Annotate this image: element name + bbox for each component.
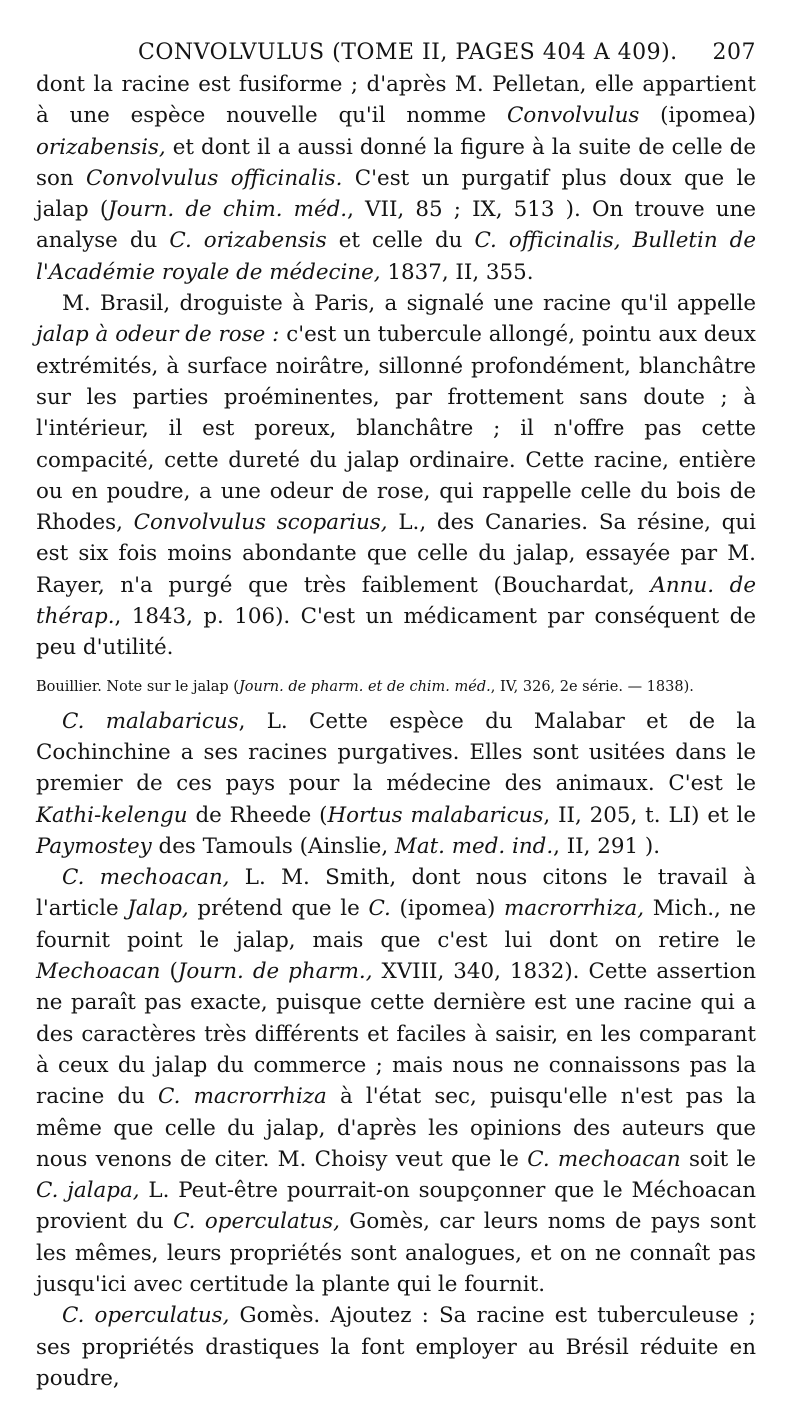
running-title-main: CONVOLVULUS [138,40,325,65]
running-title-paren: (TOME II, PAGES 404 A 409). [332,40,678,65]
running-title [138,40,678,65]
paragraph-mechoacan: C. mechoacan, L. M. Smith, dont nous citons le travail à l'article Jalap, prétend que le C. (ipomea) macrorrhiza, Mich., ne fournit point le jalap, mais que c'est lui dont on retire le Mechoacan (Journ. de pharm., XVIII, 340, 1832). Cette assertion ne paraît pas exacte, puisque cette dernière est une racine qui a des caractères très différents et faciles à saisir, en les comparant à ceux du jalap du commerce ; mais nous ne connaissons pas la racine du C. macrorrhiza à l'état sec, puisqu'elle n'est pas la même que celle du jalap, d'après les opinions des auteurs que nous venons de citer. M. Choisy veut que le C. mechoacan soit le C. jalapa, L. Peut-être pourrait-on soupçonner que le Méchoacan provient du C. operculatus, Gomès, car leurs noms de pays sont les mêmes, leurs propriétés sont analogues, et on ne connaît pas jusqu'ici avec certitude la plante qui le fournit. [36,865,757,1297]
paragraph-jalap-rose: M. Brasil, droguiste à Paris, a signalé une racine qu'il appelle jalap à odeur de rose : c'est un tubercule allongé, pointu aux deux extrémités, à surface noirâtre, sillonné profondément, blanchâtre sur les parties proéminentes, par frottement sans doute ; à l'intérieur, il est poreux, blanchâtre ; il n'offre pas cette compacité, cette dureté du jalap ordinaire. Cette racine, entière ou en poudre, a une odeur de rose, qui rappelle celle du bois de Rhodes, Convolvulus scoparius, L., des Canaries. Sa résine, qui est six fois moins abondante que celle du jalap, essayée par M. Rayer, n'a purgé que très faiblement (Bouchardat, Annu. de thérap., 1843, p. 106). C'est un médicament par conséquent de peu d'utilité. [36,291,756,661]
paragraph-operculatus: C. operculatus, Gomès. Ajoutez : Sa racine est tuberculeuse ; ses propriétés drastiques la font employer au Brésil réduite en poudre, [36,1303,756,1391]
running-head [138,40,756,65]
bibliographic-note: Bouillier. Note sur le jalap (Journ. de pharm. et de chim. méd., IV, 326, 2e série. — 1838). [36,678,694,695]
page-number: 207 [712,40,756,65]
paragraph-malabaricus: C. malabaricus, L. Cette espèce du Malabar et de la Cochinchine a ses racines purgatives. Elles sont usitées dans le premier de ces pays pour la médecine des animaux. C'est le Kathi-kelengu de Rheede (Hortus malabaricus, II, 205, t. LI) et le Paymostey des Tamouls (Ainslie, Mat. med. ind., II, 291 ). [36,708,757,859]
paragraph-orizabensis: dont la racine est fusiforme ; d'après M. Pelletan, elle appartient à une espèce nouvelle qu'il nomme Convolvulus (ipomea) orizabensis, et dont il a aussi donné la figure à la suite de celle de son Convolvulus officinalis. C'est un purgatif plus doux que le jalap (Journ. de chim. méd., VII, 85 ; IX, 513 ). On trouve une analyse du C. orizabensis et celle du C. officinalis, Bulletin de l'Académie royale de médecine, 1837, II, 355. [36,72,756,285]
